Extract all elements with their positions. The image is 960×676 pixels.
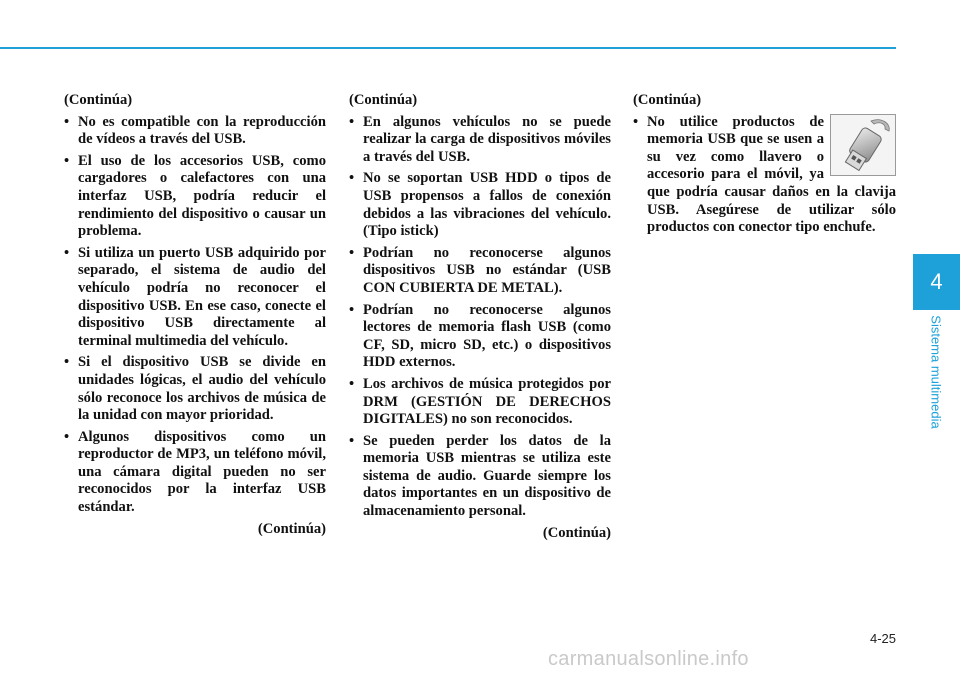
- usb-keychain-image: [830, 114, 896, 176]
- column-3: [633, 92, 896, 241]
- bullet-list: [633, 114, 896, 237]
- continued-heading: (Continúa): [64, 92, 133, 108]
- list-item: • No se soportan USB HDD o tipos de USB propensos a fallos de conexión debidos a las vibraciones del vehículo. (Tipo istick): [349, 170, 611, 240]
- bullet-list: [64, 114, 326, 517]
- list-item-text: No utilice productos de memoria USB que se usen a su vez como llavero o accesorio para el móvil, ya que podría causar daños en la clavija USB. Asegúrese de utilizar sólo productos con conector tipo enchufe.: [647, 113, 896, 236]
- list-item: • El uso de los accesorios USB, como cargadores o calefactores con una interfaz USB, podría reducir el rendimiento del dispositivo o causar un problema.: [64, 153, 326, 241]
- list-item: • En algunos vehículos no se puede realizar la carga de dispositivos móviles a través del USB.: [349, 114, 611, 167]
- list-item: • Si el dispositivo USB se divide en unidades lógicas, el audio del vehículo sólo reconoce los archivos de música de la unidad con mayor prioridad.: [64, 354, 326, 424]
- column-2: [349, 92, 611, 542]
- continued-footer: (Continúa): [542, 524, 611, 541]
- continued-heading: (Continúa): [633, 92, 702, 108]
- list-item: [633, 114, 896, 237]
- watermark: carmanualsonline.info: [548, 648, 749, 670]
- chapter-title: Sistema multimedia: [928, 315, 944, 429]
- list-item: • Podrían no reconocerse algunos dispositivos USB no estándar (USB CON CUBIERTA DE METAL).: [349, 245, 611, 298]
- list-item: • Podrían no reconocerse algunos lectores de memoria flash USB (como CF, SD, micro SD, etc.) o dispositivos HDD externos.: [349, 302, 611, 372]
- chapter-number-tab: 4: [913, 254, 960, 310]
- list-item: • Si utiliza un puerto USB adquirido por separado, el sistema de audio del vehículo podría no reconocer el dispositivo USB. En ese caso, conecte el dispositivo USB directamente al terminal multimedia del vehículo.: [64, 245, 326, 351]
- column-1: [64, 92, 326, 538]
- list-item: • No es compatible con la reproducción de vídeos a través del USB.: [64, 114, 326, 149]
- list-item: • Algunos dispositivos como un reproductor de MP3, un teléfono móvil, una cámara digital pueden no ser reconocidos por la interfaz USB estándar.: [64, 429, 326, 517]
- header-rule: [0, 47, 896, 49]
- continued-footer: (Continúa): [257, 520, 326, 537]
- list-item: • Se pueden perder los datos de la memoria USB mientras se utiliza este sistema de audio. Guarde siempre los datos importantes en un dispositivo de almacenamiento personal.: [349, 433, 611, 521]
- list-item: • Los archivos de música protegidos por DRM (GESTIÓN DE DERECHOS DIGITALES) no son reconocidos.: [349, 376, 611, 429]
- usb-drive-icon: [831, 115, 895, 175]
- page-number: 4-25: [869, 631, 896, 646]
- continued-heading: (Continúa): [349, 92, 418, 108]
- bullet-list: [349, 114, 611, 521]
